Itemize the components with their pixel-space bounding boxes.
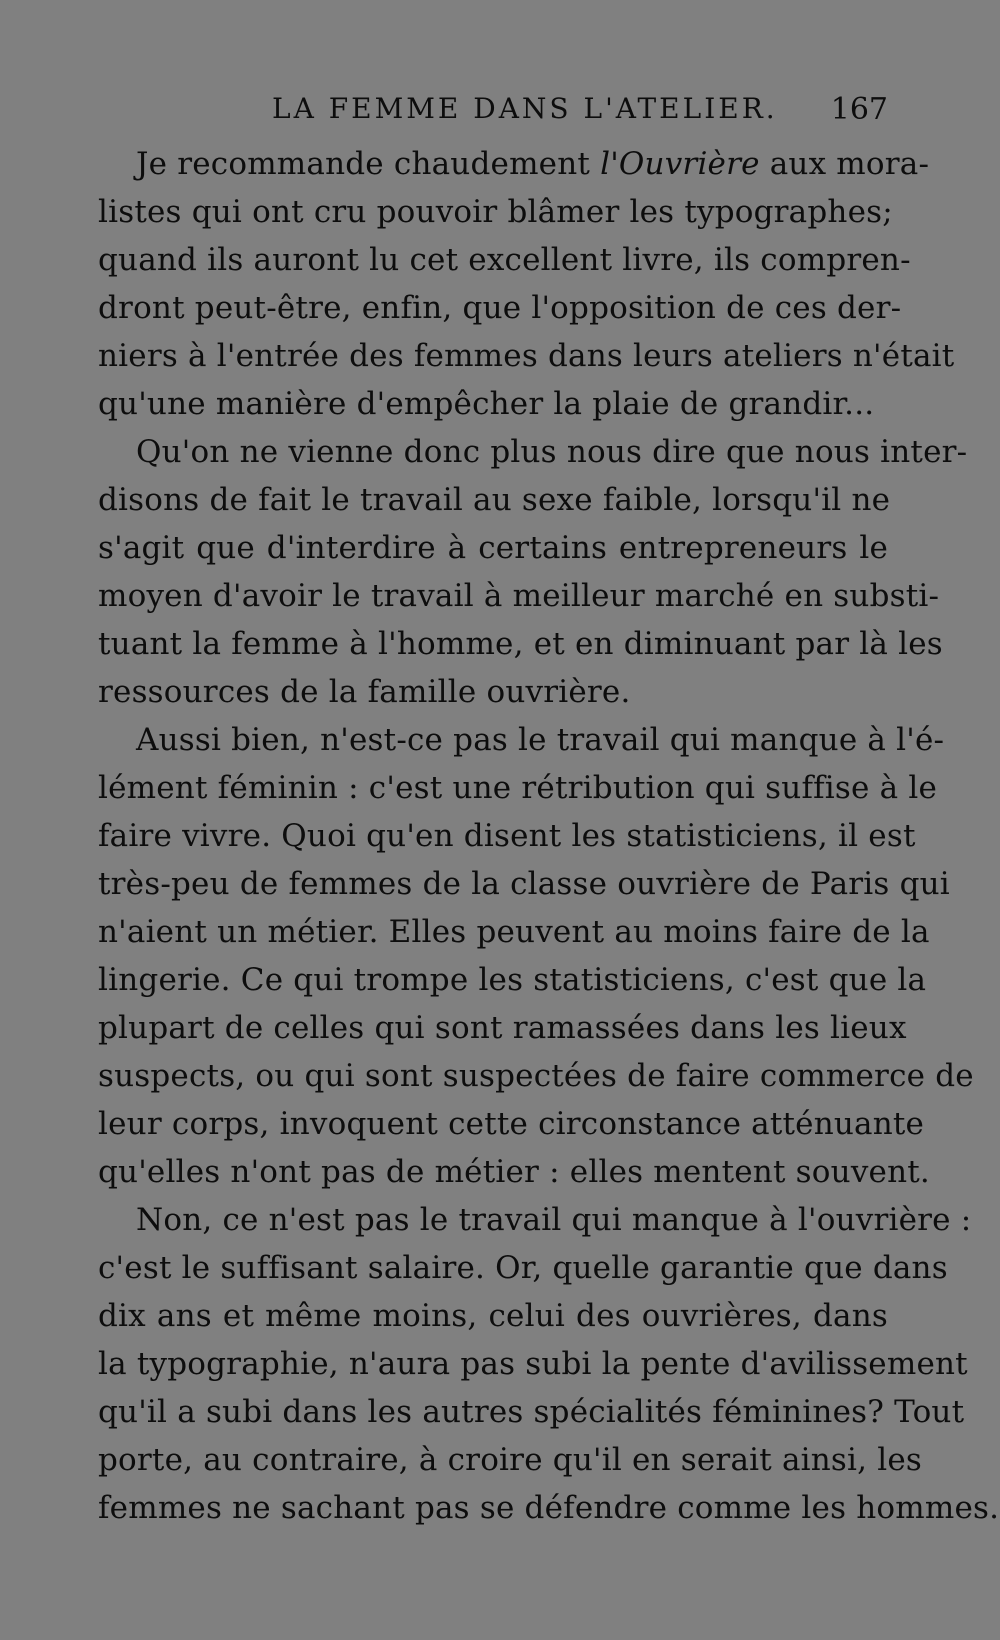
text-line: Non, ce n'est pas le travail qui manque à l'ouvrière :: [136, 1202, 972, 1238]
text-line: c'est le suffisant salaire. Or, quelle garantie que dans: [98, 1250, 948, 1286]
text-line: lingerie. Ce qui trompe les statisticiens, c'est que la: [98, 962, 927, 998]
paragraph-3: [98, 716, 974, 1196]
text-line: Qu'on ne vienne donc plus nous dire que nous inter-: [136, 434, 968, 470]
text-line: qu'il a subi dans les autres spécialités féminines? Tout: [98, 1394, 965, 1430]
text-line: qu'elles n'ont pas de métier : elles mentent souvent.: [98, 1154, 930, 1190]
text-line: tuant la femme à l'homme, et en diminuant par là les: [98, 626, 943, 662]
text-line: la typographie, n'aura pas subi la pente d'avilissement: [98, 1346, 968, 1382]
paragraph-2: [98, 428, 968, 716]
paragraph-1: [98, 140, 955, 428]
text-line: moyen d'avoir le travail à meilleur marché en substi-: [98, 578, 940, 614]
italic-title-text: l'Ouvrière: [600, 146, 760, 182]
text-line: plupart de celles qui sont ramassées dans les lieux: [98, 1010, 907, 1046]
text-line: suspects, ou qui sont suspectées de faire commerce de: [98, 1058, 974, 1094]
text-segment: Je recommande chaudement: [136, 146, 601, 182]
text-line: quand ils auront lu cet excellent livre, ils compren-: [98, 242, 911, 278]
text-line: listes qui ont cru pouvoir blâmer les typographes;: [98, 194, 893, 230]
text-line: dix ans et même moins, celui des ouvrières, dans: [98, 1298, 888, 1334]
text-line: dront peut-être, enfin, que l'opposition de ces der-: [98, 290, 902, 326]
text-line: porte, au contraire, à croire qu'il en serait ainsi, les: [98, 1442, 923, 1478]
text-line: très-peu de femmes de la classe ouvrière de Paris qui: [98, 866, 950, 902]
text-line: s'agit que d'interdire à certains entrepreneurs le: [98, 530, 888, 566]
running-head: [98, 86, 888, 136]
body-text: [98, 140, 1000, 1532]
text-line: lément féminin : c'est une rétribution qui suffise à le: [98, 770, 938, 806]
paragraph-4: [98, 1196, 1000, 1532]
running-title: LA FEMME DANS L'ATELIER.: [272, 92, 778, 125]
text-segment: aux mora-: [759, 146, 930, 182]
text-line: femmes ne sachant pas se défendre comme les hommes.: [98, 1490, 1000, 1526]
text-line: [98, 140, 930, 188]
text-line: ressources de la famille ouvrière.: [98, 674, 631, 710]
text-line: disons de fait le travail au sexe faible, lorsqu'il ne: [98, 482, 891, 518]
text-line: qu'une manière d'empêcher la plaie de grandir...: [98, 386, 875, 422]
text-line: faire vivre. Quoi qu'en disent les statisticiens, il est: [98, 818, 916, 854]
text-line: n'aient un métier. Elles peuvent au moins faire de la: [98, 914, 930, 950]
text-line: leur corps, invoquent cette circonstance atténuante: [98, 1106, 925, 1142]
text-line: niers à l'entrée des femmes dans leurs ateliers n'était: [98, 338, 955, 374]
text-line: Aussi bien, n'est-ce pas le travail qui manque à l'é-: [136, 722, 945, 758]
page-number: 167: [830, 92, 888, 127]
